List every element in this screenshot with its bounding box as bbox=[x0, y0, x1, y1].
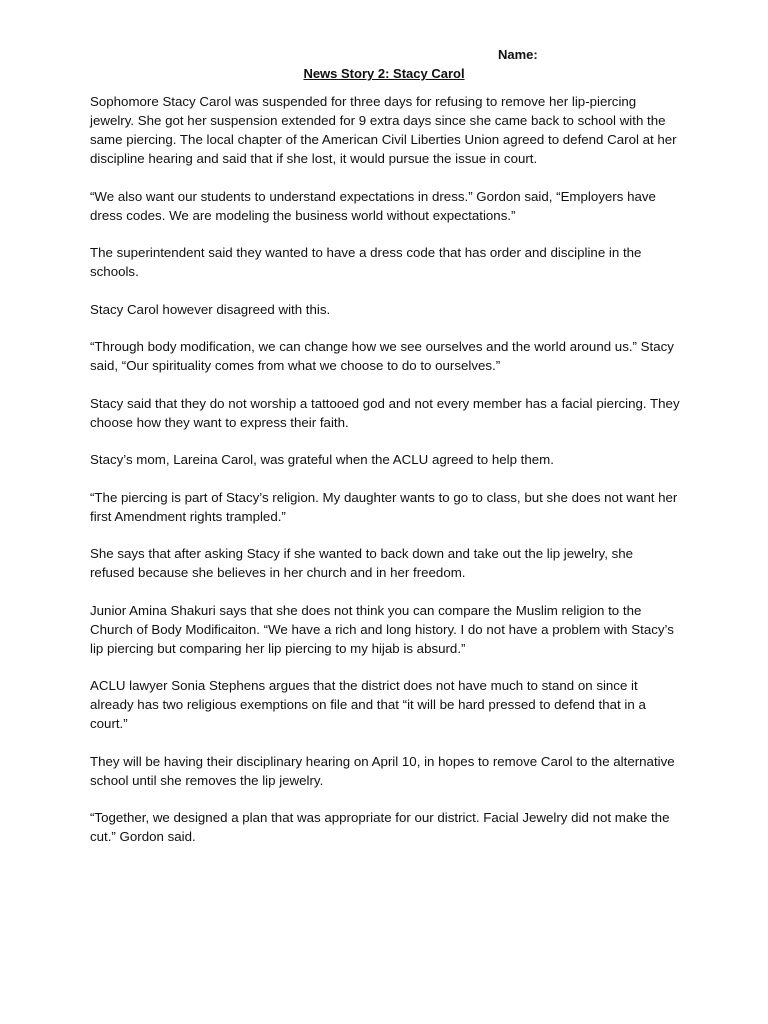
page-title bbox=[0, 65, 768, 83]
article-body bbox=[90, 92, 680, 865]
paragraph: “The piercing is part of Stacy’s religion. My daughter wants to go to class, but she does not want her first Amendment rights trampled.” bbox=[90, 489, 678, 524]
title-text: News Story 2: Stacy Carol bbox=[303, 66, 465, 81]
paragraph: Stacy said that they do not worship a tattooed god and not every member has a facial piercing. They choose how they want to express their faith. bbox=[90, 395, 680, 430]
paragraph: “Together, we designed a plan that was appropriate for our district. Facial Jewelry did not make the cut.” Gordon said. bbox=[90, 810, 670, 844]
paragraph: They will be having their disciplinary hearing on April 10, in hopes to remove Carol to the alternative school until she removes the lip jewelry. bbox=[90, 753, 675, 788]
paragraph: Stacy Carol however disagreed with this. bbox=[90, 301, 331, 317]
paragraph: Stacy’s mom, Lareina Carol, was grateful when the ACLU agreed to help them. bbox=[90, 452, 554, 467]
paragraph: “We also want our students to understand expectations in dress.” Gordon said, “Employers have dress codes. We are modeling the business world without expectations.” bbox=[90, 188, 656, 223]
paragraph: ACLU lawyer Sonia Stephens argues that the district does not have much to stand on since it already has two religious exemptions on file and that “it will be hard pressed to defend that in a court.” bbox=[90, 678, 646, 731]
paragraph: Sophomore Stacy Carol was suspended for three days for refusing to remove her lip-piercing jewelry. She got her suspension extended for 9 extra days since she came back to school with the same piercing. The local chapter of the American Civil Liberties Union agreed to defend Carol at her discipline hearing and said that if she lost, it would pursue the issue in court. bbox=[90, 94, 677, 166]
name-field-label: Name: bbox=[498, 47, 538, 62]
paragraph: “Through body modification, we can change how we see ourselves and the world around us.” Stacy said, “Our spirituality comes from what we choose to do to ourselves.” bbox=[90, 339, 674, 373]
paragraph: She says that after asking Stacy if she wanted to back down and take out the lip jewelry, she refused because she believes in her church and in her freedom. bbox=[90, 546, 634, 580]
paragraph: Junior Amina Shakuri says that she does not think you can compare the Muslim religion to the Church of Body Modificaiton. “We have a rich and long history. I do not have a problem with Stacy’s lip piercing but comparing her lip piercing to my hijab is absurd.” bbox=[90, 602, 674, 656]
paragraph: The superintendent said they wanted to have a dress code that has order and discipline in the schools. bbox=[90, 245, 642, 279]
